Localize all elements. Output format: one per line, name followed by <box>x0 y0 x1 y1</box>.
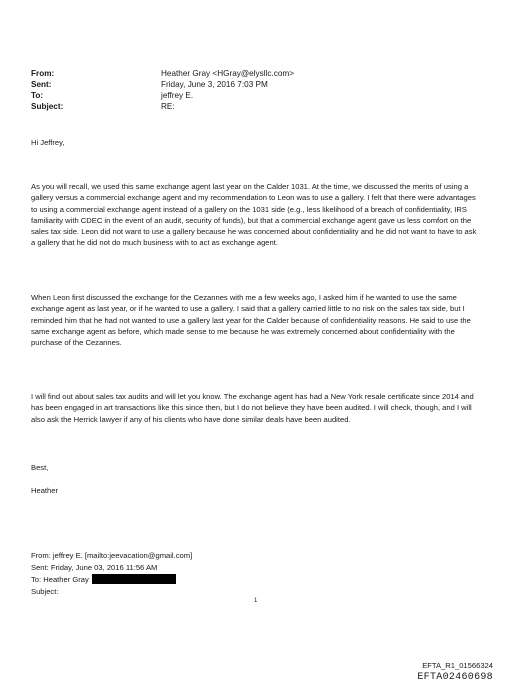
page-number: 1 <box>254 598 258 604</box>
closing: Best, <box>31 463 49 472</box>
greeting: Hi Jeffrey, <box>31 138 65 147</box>
body-paragraph-3: I will find out about sales tax audits and will let you know. The exchange agent has had a New York resale certificate since 2014 and has been engaged in art transactions like this since then, but I do not believe they have been audited. I will check, though, and I will also ask the Herrick lawyer if any of his clients who have done similar deals have been audited. <box>31 392 474 424</box>
sent-label: Sent: <box>31 80 52 89</box>
subject-label: Subject: <box>31 102 64 111</box>
bates-number-secondary: EFTA02460698 <box>417 672 493 683</box>
sent-value: Friday, June 3, 2016 7:03 PM <box>161 80 268 89</box>
from-value: Heather Gray <HGray@elysllc.com> <box>161 69 294 78</box>
bates-number-primary: EFTA_R1_01566324 <box>422 661 493 670</box>
body-paragraph-1: As you will recall, we used this same exchange agent last year on the Calder 1031. At the time, we discussed the merits of using a gallery versus a commercial exchange agent and my recommendation to Leon was to use a gallery. I felt that there were advantages to using a commercial exchange agent instead of a gallery on the 1031 side (e.g., less likelihood of a breach of confidentiality, IRS familiarity with CDEC in the event of an audit, security of funds), but that a commercial exchange agent gave us less comfort on the sales tax side. Leon did not want to use a gallery because he was concerned about confidentiality and he did not want to have to ask a gallery that he did not do much business with to act as exchange agent. <box>31 182 477 248</box>
signature: Heather <box>31 486 59 495</box>
to-value: jeffrey E. <box>161 91 194 100</box>
subject-value: RE: <box>161 102 175 111</box>
to-label: To: <box>31 91 44 100</box>
body-paragraph-2: When Leon first discussed the exchange for the Cezannes with me a few weeks ago, I asked him if he wanted to use the same exchange agent as last year, or if he wanted to use a gallery. I said that a gallery carried little to no risk on the sales tax side, but I reminded him that he had not wanted to use a gallery last year for the Calder because of confidentiality reasons. He said to use the same exchange agent as before, which made sense to me because he was extremely concerned about confidentiality with the purchase of the Cezannes. <box>31 293 471 348</box>
forwarded-to-row <box>31 574 176 585</box>
from-label: From: <box>31 69 55 78</box>
forwarded-from: From: jeffrey E. [mailto:jeevacation@gmail.com] <box>31 551 193 560</box>
redaction-block <box>92 574 176 584</box>
forwarded-subject: Subject: <box>31 587 59 596</box>
forwarded-sent: Sent: Friday, June 03, 2016 11:56 AM <box>31 563 158 572</box>
forwarded-to: To: Heather Gray <box>31 575 89 584</box>
